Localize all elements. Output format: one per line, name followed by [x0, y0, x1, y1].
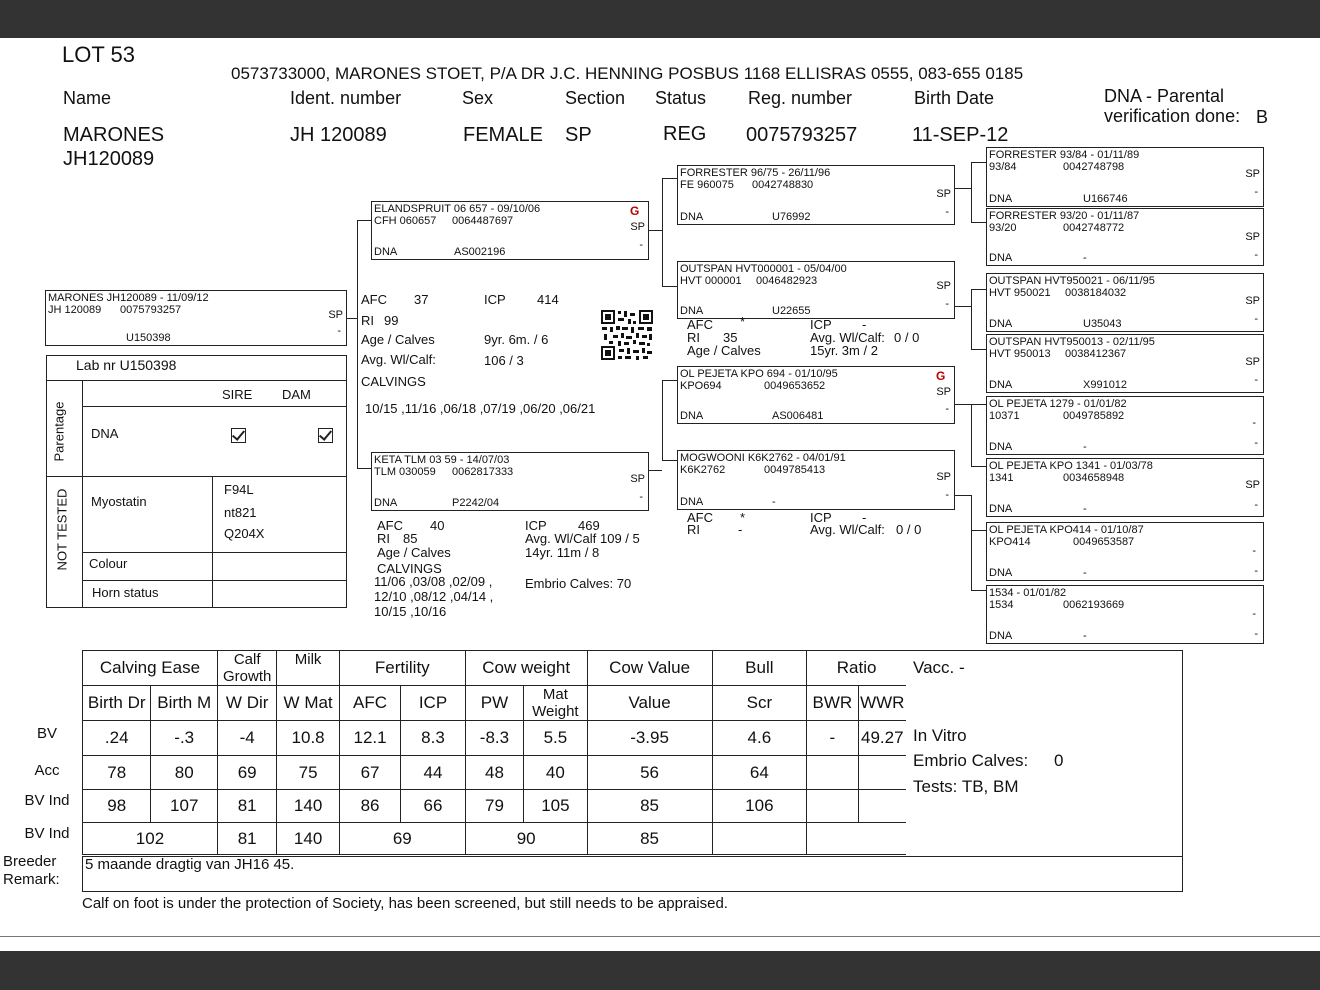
g7-id: KPO414 — [989, 536, 1031, 548]
g8-reg: 0062193669 — [1063, 599, 1125, 611]
dam-calvings-2: 12/10 ,08/12 ,04/14 , — [374, 589, 494, 604]
g6-sp: SP — [1245, 479, 1260, 491]
dam-col: DAM — [282, 387, 311, 402]
col-bwr: BWR — [807, 686, 858, 721]
section-value: SP — [565, 124, 592, 146]
col-value: Value — [587, 686, 712, 721]
g4-dash: - — [1254, 374, 1258, 386]
bvind-cell: 98 — [83, 790, 151, 823]
col-pw: PW — [465, 686, 523, 721]
animal-box — [45, 290, 347, 346]
sd-avg-label: Avg. Wl/Calf: — [810, 330, 885, 345]
birth-value: 11-SEP-12 — [912, 124, 1009, 146]
name-value-2: JH120089 — [63, 148, 155, 170]
g1-title: FORRESTER 93/84 - 01/11/89 — [989, 149, 1140, 161]
acc-cell: 48 — [465, 756, 523, 790]
acc-cell: 40 — [524, 756, 587, 790]
dam-calvings-3: 10/15 ,10/16 — [374, 604, 447, 619]
dam-sp: SP — [630, 473, 645, 485]
name-value: MARONES — [63, 124, 165, 146]
bv-cell: -3.95 — [587, 721, 712, 756]
g5-dna: - — [1083, 441, 1087, 453]
row-bv — [83, 721, 907, 756]
remark-label: Remark: — [3, 871, 60, 888]
g1-dash: - — [1254, 186, 1258, 198]
bv-cell: 12.1 — [339, 721, 400, 756]
bvind-cell: 85 — [587, 790, 712, 823]
col-mat-weight — [524, 686, 587, 721]
g5-title: OL PEJETA 1279 - 01/01/82 — [989, 398, 1127, 410]
g6-reg: 0034658948 — [1063, 472, 1125, 484]
row-label-bvind-2: BV Ind — [24, 825, 70, 842]
g1-reg: 0042748798 — [1063, 161, 1125, 173]
ss-title: FORRESTER 96/75 - 26/11/96 — [680, 167, 831, 179]
bv-cell: 4.6 — [712, 721, 807, 756]
embrio-value: 0 — [1054, 751, 1064, 770]
sire-afc-label: AFC — [361, 292, 387, 307]
dam-age: 14yr. 11m / 8 — [525, 545, 600, 560]
g3-title: OUTSPAN HVT950021 - 06/11/95 — [989, 275, 1155, 287]
sd-dash: - — [945, 298, 949, 310]
section-label: Section — [565, 88, 626, 108]
sex-value: FEMALE — [463, 124, 544, 146]
animal-sp: SP — [328, 309, 343, 321]
acc-cell: 44 — [401, 756, 465, 790]
dd-avg-label: Avg. Wl/Calf: — [810, 522, 885, 537]
sd-ri: 35 — [723, 330, 738, 345]
ss-dna: U76992 — [772, 211, 811, 223]
col-mat-weight-1: Mat — [542, 686, 568, 703]
g7-dna: - — [1083, 567, 1087, 579]
g6-id: 1341 — [989, 472, 1014, 484]
ds-sp: SP — [936, 386, 951, 398]
dam-dna: P2242/04 — [452, 497, 500, 509]
sire-dna-check-icon — [231, 428, 246, 443]
footer-rule — [0, 936, 1320, 937]
g2-dash: - — [1254, 249, 1258, 261]
dd-ri-label: RI — [687, 522, 700, 537]
name-label: Name — [63, 88, 112, 108]
col-w-mat: W Mat — [277, 686, 339, 721]
dna-verif-label: DNA - Parental — [1104, 86, 1225, 106]
dam-embrio: Embrio Calves: 70 — [525, 576, 632, 591]
lab-panel — [46, 355, 347, 608]
bv-cell: - — [807, 721, 858, 756]
group-calf-growth-2: Growth — [222, 668, 272, 685]
sire-title: ELANDSPRUIT 06 657 - 09/10/06 — [374, 203, 541, 215]
tests-text: Tests: TB, BM — [913, 777, 1019, 796]
dam-avg-label: Avg. Wl/Calf — [525, 531, 597, 546]
sex-label: Sex — [462, 88, 494, 108]
g7-dash: - — [1254, 565, 1258, 577]
sd-title: OUTSPAN HVT000001 - 05/04/00 — [680, 263, 847, 275]
row-bv-ind-combined — [83, 823, 907, 855]
top-bar — [0, 0, 1320, 38]
bvind-cell: 105 — [524, 790, 587, 823]
sire-dna: AS002196 — [454, 246, 506, 258]
bvind2-cell: 69 — [339, 823, 465, 855]
acc-cell: 75 — [277, 756, 339, 790]
g4-reg: 0038412367 — [1065, 348, 1127, 360]
dd-ri: - — [738, 522, 743, 537]
g3-dna-label: DNA — [989, 318, 1013, 330]
group-calf-growth-1: Calf — [233, 651, 261, 668]
dd-dna-label: DNA — [680, 496, 704, 508]
row-label-bv: BV — [36, 725, 57, 742]
col-birth-dr: Birth Dr — [83, 686, 151, 721]
acc-cell: 64 — [712, 756, 807, 790]
sd-age-label: Age / Calves — [687, 343, 761, 358]
dam-avg: 109 / 5 — [600, 531, 640, 546]
gen3-box-7 — [986, 522, 1264, 581]
bv-cell: 8.3 — [401, 721, 465, 756]
g8-dna-label: DNA — [989, 630, 1013, 642]
dam-ri: 85 — [403, 531, 418, 546]
footer-note: Calf on foot is under the protection of Society, has been screened, but still needs to be appraised. — [82, 895, 728, 912]
gen3-box-2 — [986, 208, 1264, 266]
acc-cell: 80 — [151, 756, 217, 790]
sd-id: HVT 000001 — [680, 275, 742, 287]
sire-col: SIRE — [222, 387, 253, 402]
ds-reg: 0049653652 — [764, 380, 826, 392]
sd-avg: 0 / 0 — [894, 330, 920, 345]
g7-reg: 0049653587 — [1073, 536, 1135, 548]
bv-cell: 10.8 — [277, 721, 339, 756]
qr-code-icon — [600, 309, 654, 361]
bvind2-cell: 85 — [587, 823, 712, 855]
bvind-cell — [807, 790, 858, 823]
dam-reg: 0062817333 — [452, 466, 514, 478]
g8-sp: - — [1252, 608, 1256, 620]
dd-avg: 0 / 0 — [896, 522, 922, 537]
g8-id: 1534 — [989, 599, 1014, 611]
dd-afc-label: AFC — [687, 510, 713, 525]
sd-icp: - — [862, 317, 867, 332]
dd-icp-label: ICP — [810, 510, 832, 525]
g5-reg: 0049785892 — [1063, 410, 1125, 422]
bvind-cell — [858, 790, 906, 823]
bvind-cell: 107 — [151, 790, 217, 823]
dam-dna-label: DNA — [374, 497, 398, 509]
dam-icp: 469 — [578, 518, 600, 533]
dam-calvings-label: CALVINGS — [377, 561, 442, 576]
group-bull: Bull — [712, 651, 807, 686]
in-vitro-text: In Vitro — [913, 726, 967, 745]
bv-cell: -8.3 — [465, 721, 523, 756]
sire-reg: 0064487697 — [452, 215, 514, 227]
dd-dash: - — [945, 489, 949, 501]
g3-reg: 0038184032 — [1065, 287, 1127, 299]
ss-sp: SP — [936, 188, 951, 200]
g4-dna-label: DNA — [989, 379, 1013, 391]
bv-cell: 5.5 — [524, 721, 587, 756]
lab-nr: Lab nr U150398 — [76, 357, 177, 373]
ss-dash: - — [945, 206, 949, 218]
sire-sp: SP — [630, 221, 645, 233]
sd-dna-label: DNA — [680, 305, 704, 317]
g1-dna-label: DNA — [989, 193, 1013, 205]
sire-dna-label: DNA — [374, 246, 398, 258]
g5-dna-label: DNA — [989, 441, 1013, 453]
bvind2-cell — [712, 823, 807, 855]
g3-dna: U35043 — [1083, 318, 1122, 330]
g5-sp: - — [1252, 417, 1256, 429]
g3-id: HVT 950021 — [989, 287, 1051, 299]
dam-calvings-1: 11/06 ,03/08 ,02/09 , — [374, 574, 493, 589]
sire-dash: - — [639, 239, 643, 251]
group-calf-growth — [217, 651, 276, 686]
vacc-panel — [906, 650, 1183, 857]
status-label: Status — [655, 88, 707, 108]
dd-dna: - — [772, 496, 776, 508]
embrio-label: Embrio Calves: — [913, 751, 1029, 770]
bvind2-cell: 90 — [465, 823, 587, 855]
sire-icp-label: ICP — [484, 292, 506, 307]
row-label-bvind: BV Ind — [24, 792, 70, 809]
g4-id: HVT 950013 — [989, 348, 1051, 360]
dam-icp-label: ICP — [525, 518, 547, 533]
g6-title: OL PEJETA KPO 1341 - 01/03/78 — [989, 460, 1153, 472]
bvind-cell: 81 — [217, 790, 276, 823]
breeder-line: 0573733000, MARONES STOET, P/A DR J.C. HENNING POSBUS 1168 ELLISRAS 0555, 083-655 0185 — [231, 64, 1024, 83]
group-milk: Milk — [277, 651, 339, 686]
g5-dash: - — [1254, 437, 1258, 449]
logo-icon: G — [630, 204, 640, 218]
sire-age: 9yr. 6m. / 6 — [484, 332, 549, 347]
g7-dna-label: DNA — [989, 567, 1013, 579]
ds-dna-label: DNA — [680, 410, 704, 422]
sd-sp: SP — [936, 280, 951, 292]
acc-cell: 69 — [217, 756, 276, 790]
g7-title: OL PEJETA KPO414 - 01/10/87 — [989, 524, 1144, 536]
dna-label: DNA — [91, 426, 119, 441]
dam-ri-label: RI — [377, 531, 390, 546]
sire-age-label: Age / Calves — [361, 332, 435, 347]
horn-label: Horn status — [92, 585, 159, 600]
ident-value: JH 120089 — [290, 124, 387, 146]
myostatin-nt821: nt821 — [224, 505, 257, 520]
g2-dna-label: DNA — [989, 252, 1013, 264]
dam-sire-box — [677, 366, 955, 424]
dam-age-label: Age / Calves — [377, 545, 451, 560]
group-fertility: Fertility — [339, 651, 465, 686]
dam-dam-box — [677, 450, 955, 510]
bvind2-cell: 81 — [217, 823, 276, 855]
lot-number: LOT 53 — [62, 42, 135, 67]
sd-age: 15yr. 3m / 2 — [810, 343, 878, 358]
g8-title: 1534 - 01/01/82 — [989, 587, 1067, 599]
breeder-label: Breeder — [3, 853, 57, 870]
bottom-bar — [0, 951, 1320, 990]
dam-dna-check-icon — [318, 428, 333, 443]
bvind-cell: 140 — [277, 790, 339, 823]
sd-icp-label: ICP — [810, 317, 832, 332]
myostatin-label: Myostatin — [91, 494, 147, 509]
sire-calvings-label: CALVINGS — [361, 374, 426, 389]
dd-id: K6K2762 — [680, 464, 726, 476]
g3-dash: - — [1254, 313, 1258, 325]
vacc-text: Vacc. - — [913, 658, 965, 677]
g2-dna: - — [1083, 252, 1087, 264]
g8-dash: - — [1254, 628, 1258, 640]
animal-ident: JH 120089 — [48, 304, 102, 316]
ident-label: Ident. number — [290, 88, 402, 108]
g1-id: 93/84 — [989, 161, 1017, 173]
ds-id: KPO694 — [680, 380, 722, 392]
group-calving-ease: Calving Ease — [83, 651, 218, 686]
animal-title: MARONES JH120089 - 11/09/12 — [48, 292, 209, 304]
ds-title: OL PEJETA KPO 694 - 01/10/95 — [680, 368, 838, 380]
g1-sp: SP — [1245, 168, 1260, 180]
dna-verif-label-2: verification done: — [1104, 106, 1241, 126]
bvind2-cell: 140 — [277, 823, 339, 855]
g6-dna: - — [1083, 503, 1087, 515]
logo-icon: G — [936, 369, 946, 383]
acc-cell — [807, 756, 858, 790]
dam-title: KETA TLM 03 59 - 14/07/03 — [374, 454, 510, 466]
sire-calvings: 10/15 ,11/16 ,06/18 ,07/19 ,06/20 ,06/21 — [365, 401, 596, 416]
sire-avg-label: Avg. Wl/Calf: — [361, 352, 436, 367]
col-icp: ICP — [401, 686, 465, 721]
birth-label: Birth Date — [914, 88, 995, 108]
g2-id: 93/20 — [989, 222, 1017, 234]
gen3-box-4 — [986, 334, 1264, 393]
gen3-box-6 — [986, 458, 1264, 517]
g2-sp: SP — [1245, 231, 1260, 243]
sd-dna: U22655 — [772, 305, 811, 317]
g7-sp: - — [1252, 545, 1256, 557]
status-value: REG — [663, 123, 707, 145]
myostatin-f94l: F94L — [224, 482, 254, 497]
dd-icp: - — [862, 510, 867, 525]
group-cow-weight: Cow weight — [465, 651, 587, 686]
animal-lab: U150398 — [126, 332, 171, 344]
animal-dash: - — [337, 325, 341, 337]
col-birth-m: Birth M — [151, 686, 217, 721]
g2-title: FORRESTER 93/20 - 01/11/87 — [989, 210, 1140, 222]
bvind-cell: 106 — [712, 790, 807, 823]
bv-cell: 49.27 — [858, 721, 906, 756]
col-scr: Scr — [712, 686, 807, 721]
bvind-cell: 86 — [339, 790, 400, 823]
ss-dna-label: DNA — [680, 211, 704, 223]
row-bv-ind — [83, 790, 907, 823]
col-mat-weight-2: Weight — [532, 703, 579, 720]
row-acc — [83, 756, 907, 790]
dna-verif-value: B — [1256, 107, 1269, 127]
breeder-remark: 5 maande dragtig van JH16 45. — [85, 856, 295, 873]
sire-id: CFH 060657 — [374, 215, 437, 227]
g1-dna: U166746 — [1083, 193, 1128, 205]
colour-label: Colour — [89, 556, 128, 571]
g6-dna-label: DNA — [989, 503, 1013, 515]
acc-cell — [858, 756, 906, 790]
sd-ri-label: RI — [687, 330, 700, 345]
reg-label: Reg. number — [748, 88, 853, 108]
bv-table — [82, 650, 907, 855]
acc-cell: 78 — [83, 756, 151, 790]
sd-afc: * — [740, 314, 746, 329]
bv-cell: -4 — [217, 721, 276, 756]
sd-afc-label: AFC — [687, 317, 713, 332]
dd-title: MOGWOONI K6K2762 - 04/01/91 — [680, 452, 846, 464]
g4-sp: SP — [1245, 356, 1260, 368]
dam-afc-label: AFC — [377, 518, 403, 533]
parentage-label: Parentage — [51, 401, 67, 462]
ss-id: FE 960075 — [680, 179, 734, 191]
sire-box — [371, 201, 649, 260]
dam-box — [371, 452, 649, 511]
g4-dna: X991012 — [1083, 379, 1128, 391]
bvind-cell: 79 — [465, 790, 523, 823]
bvind-cell: 66 — [401, 790, 465, 823]
animal-reg: 0075793257 — [120, 304, 182, 316]
col-afc: AFC — [339, 686, 400, 721]
g5-id: 10371 — [989, 410, 1020, 422]
col-wwr: WWR — [858, 686, 906, 721]
acc-cell: 56 — [587, 756, 712, 790]
dam-dash: - — [639, 491, 643, 503]
sire-avg: 106 / 3 — [484, 353, 524, 368]
g6-dash: - — [1254, 499, 1258, 511]
group-ratio: Ratio — [807, 651, 907, 686]
ss-reg: 0042748830 — [752, 179, 814, 191]
sire-afc: 37 — [414, 292, 429, 307]
sire-icp: 414 — [537, 292, 559, 307]
sd-reg: 0046482923 — [756, 275, 818, 287]
gen3-box-5 — [986, 396, 1264, 455]
bvind2-cell — [807, 823, 907, 855]
gen3-box-3 — [986, 273, 1264, 332]
gen3-box-8 — [986, 585, 1264, 644]
gen3-box-1 — [986, 147, 1264, 207]
bv-cell: .24 — [83, 721, 151, 756]
dam-id: TLM 030059 — [374, 466, 436, 478]
sire-sire-box — [677, 165, 955, 225]
myostatin-q204x: Q204X — [224, 526, 265, 541]
sire-ri: 99 — [384, 313, 399, 328]
g2-reg: 0042748772 — [1063, 222, 1125, 234]
dd-sp: SP — [936, 471, 951, 483]
dd-reg: 0049785413 — [764, 464, 826, 476]
row-label-acc: Acc — [34, 762, 60, 779]
not-tested-label: NOT TESTED — [54, 488, 70, 571]
breeder-remark-box — [82, 856, 1183, 892]
g4-title: OUTSPAN HVT950013 - 02/11/95 — [989, 336, 1155, 348]
dam-afc: 40 — [430, 518, 445, 533]
bvind2-cell: 102 — [83, 823, 218, 855]
reg-value: 0075793257 — [746, 124, 858, 146]
bv-cell: -.3 — [151, 721, 217, 756]
ds-dash: - — [945, 403, 949, 415]
sire-ri-label: RI — [361, 313, 374, 328]
g8-dna: - — [1083, 630, 1087, 642]
ds-dna: AS006481 — [772, 410, 824, 422]
acc-cell: 67 — [339, 756, 400, 790]
group-cow-value: Cow Value — [587, 651, 712, 686]
g3-sp: SP — [1245, 295, 1260, 307]
dd-afc: * — [740, 510, 746, 525]
col-w-dir: W Dir — [217, 686, 276, 721]
sire-dam-box — [677, 261, 955, 319]
